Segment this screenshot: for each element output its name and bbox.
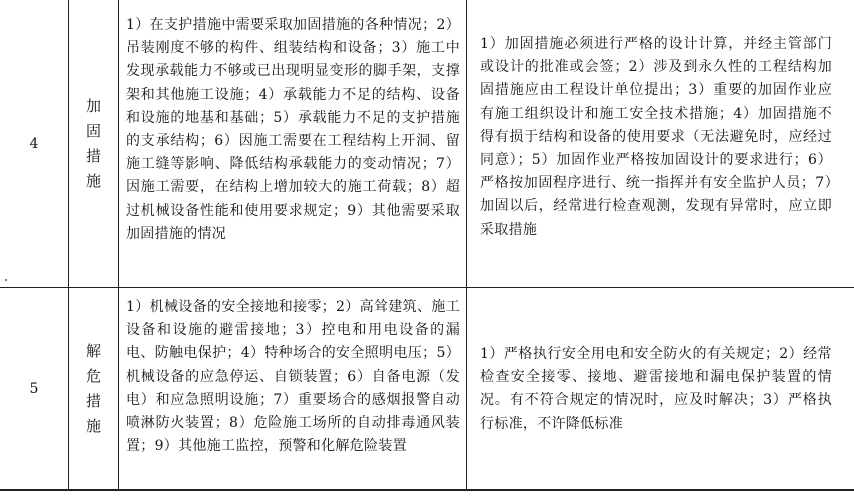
- row-number: 5: [29, 380, 39, 397]
- measure-name-char: 施: [85, 416, 101, 435]
- measure-content: 1）机械设备的安全接地和接零；2）高耸建筑、施工设备和设施的避雷接地；3）控电和用电设备的漏电、防触电保护；4）特种场合的安全照明电压；5）机械设备的应急停运、自锁装置；6）自备电源（发电）和应急照明设施；7）重要场合的感烟报警自动喷淋防火装置；8）危险施工场所的自动排毒通风装置；9）其他施工监控，预警和化解危险装置: [126, 299, 460, 455]
- measure-name-char: 措: [85, 146, 101, 165]
- measure-name-cell: [69, 0, 118, 287]
- measure-name-char: 解: [85, 341, 101, 360]
- measure-name-cell: [69, 287, 118, 490]
- row-number: 4: [29, 135, 39, 152]
- measure-name-char: 危: [85, 366, 101, 385]
- measure-name-char: 措: [85, 391, 101, 410]
- measure-name-char: 加: [85, 96, 101, 115]
- measure-content: 1）在支护措施中需要采取加固措施的各种情况；2）吊装刚度不够的构件、组装结构和设备；3）施工中发现承载能力不够或已出现明显变形的脚手架，支撑架和其他施工设施；4）承载能力不足的结构、设备和设施的地基和基础；5）承载能力不足的支护措施的支承结构；6）因施工需要在工程结构上开洞、留施工缝等影响、降低结构承载能力的变动情况；7）因施工需要，在结构上增加较大的施工荷载；8）超过机械设备性能和使用要求规定；9）其他需要采取加固措施的情况: [126, 17, 460, 242]
- measure-requirement: 1）加固措施必须进行严格的设计计算，并经主管部门或设计的批准或会签；2）涉及到永久性的工程结构加固措施应由工程设计单位提出；3）重要的加固作业应有施工组织设计和施工安全技术措施；4）加固措施不得有损于结构和设备的使用要求（无法避免时，应经过同意）；5）加固作业严格按加固设计的要求进行；6）严格按加固程序进行、统一指挥并有安全监护人员；7）加固以后，经常进行检查观测，发现有异常时，应立即采取措施: [480, 36, 832, 238]
- table-row: [0, 287, 854, 490]
- measure-requirement: 1）严格执行安全用电和安全防火的有关规定；2）经常检查安全接零、接地、避雷接地和漏电保护装置的情况。有不符合规定的情况时，应及时解决；3）严格执行标准，不许降低标准: [480, 346, 832, 432]
- measure-name-char: 固: [85, 121, 101, 140]
- measure-name-char: 施: [85, 171, 101, 190]
- measure-name: [86, 94, 101, 194]
- measure-name: [86, 339, 101, 439]
